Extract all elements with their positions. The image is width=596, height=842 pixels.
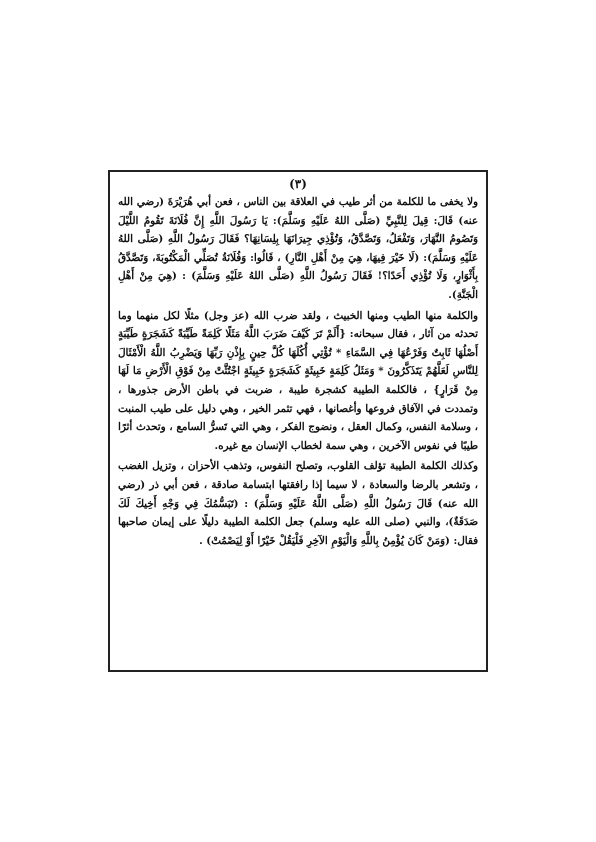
paragraph-kind-word-effects: وكذلك الكلمة الطيبة تؤلف القلوب، وتصلح النفوس، وتذهب الأحزان ، وتزيل الغضب ، وتشعر بالرضا والسعادة ، لا سيما إذا رافقتها ابتسامة صادقة ، فعن أبي ذر (رضي الله عنه) قَالَ رَسُولُ اللَّهِ (صَلَّى اللَّهُ عَلَيْهِ وَسَلَّمَ) : (تَبَسُّمُكَ فِي وَجْهِ أَخِيكَ لَكَ صَدَقَةٌ)، والنبي (صلى الله عليه وسلم) جعل الكلمة الطيبة دليلًا على إيمان صاحبها فقال: (وَمَنْ كَانَ يُؤْمِنُ بِاللَّهِ وَالْيَوْمِ الآخِرِ فَلْيَقُلْ خَيْرًا أَوْ لِيَصْمُتْ) .: [118, 460, 478, 547]
paragraph-good-and-bad-word: والكلمة منها الطيب ومنها الخبيث ، ولقد ضرب الله (عز وجل) مثلًا لكل منهما وما تحدثه من آثار ، فقال سبحانه: {أَلَمْ تَرَ كَيْفَ ضَرَبَ اللَّهُ مَثَلًا كَلِمَةً طَيِّبَةً كَشَجَرَةٍ طَيِّبَةٍ أَصْلُهَا ثَابِتٌ وَفَرْعُهَا فِي السَّمَاءِ * تُؤْتِي أُكُلَهَا كُلَّ حِينٍ بِإِذْنِ رَبِّهَا وَيَضْرِبُ اللَّهُ الْأَمْثَالَ لِلنَّاسِ لَعَلَّهُمْ يَتَذَكَّرُونَ * وَمَثَلُ كَلِمَةٍ خَبِيثَةٍ كَشَجَرَةٍ خَبِيثَةٍ اجْتُثَّتْ مِنْ فَوْقِ الْأَرْضِ مَا لَهَا مِنْ قَرَارٍ} ، فالكلمة الطيبة كشجرة طيبة ، ضربت في باطن الأرض جذورها ، وتمددت في الآفاق فروعها وأغصانها ، فهي تثمر الخير ، وهي دليل على طيب المنبت ، وسلامة النفس، وكمال العقل ، ونضوج الفكر ، وهي التي تَسرُّ السامع ، وتحدث أثرًا طيبًا في نفوس الآخرين ، وهي سمة لخطاب الإنسان مع غيره.: [118, 309, 478, 452]
page-frame: [108, 170, 488, 672]
page-number: (٣): [289, 177, 307, 191]
paragraph-hadith-neighbor: ولا يخفى ما للكلمة من أثر طيب في العلاقة بين الناس ، فعن أبي هُرَيْرَةَ (رضي الله عنه) قَالَ: قِيلَ لِلنَّبِيِّ (صَلَّى اللهُ عَلَيْهِ وَسَلَّمَ): يَا رَسُولَ اللَّهِ إِنَّ فُلَانَةَ تَقُومُ اللَّيْلَ وَتَصُومُ النَّهَارَ، وَتَفْعَلُ، وَتَصَّدَّقُ، وَتُؤْذِي جِيرَانَهَا بِلِسَانِهَا؟ فَقَالَ رَسُولُ اللَّهِ (صَلَّى اللهُ عَلَيْهِ وَسَلَّمَ): (لَا خَيْرَ فِيهَا، هِيَ مِنْ أَهْلِ النَّارِ) ، قَالُوا: وَفُلَانَةُ تُصَلِّي الْمَكْتُوبَةَ، وَتَصَّدَّقُ بِأَثْوَارٍ، وَلَا تُؤْذِي أَحَدًا؟! فَقَالَ رَسُولُ اللَّهِ (صَلَّى اللهُ عَلَيْهِ وَسَلَّمَ) : (هِيَ مِنْ أَهْلِ الْجَنَّةِ).: [118, 196, 478, 301]
